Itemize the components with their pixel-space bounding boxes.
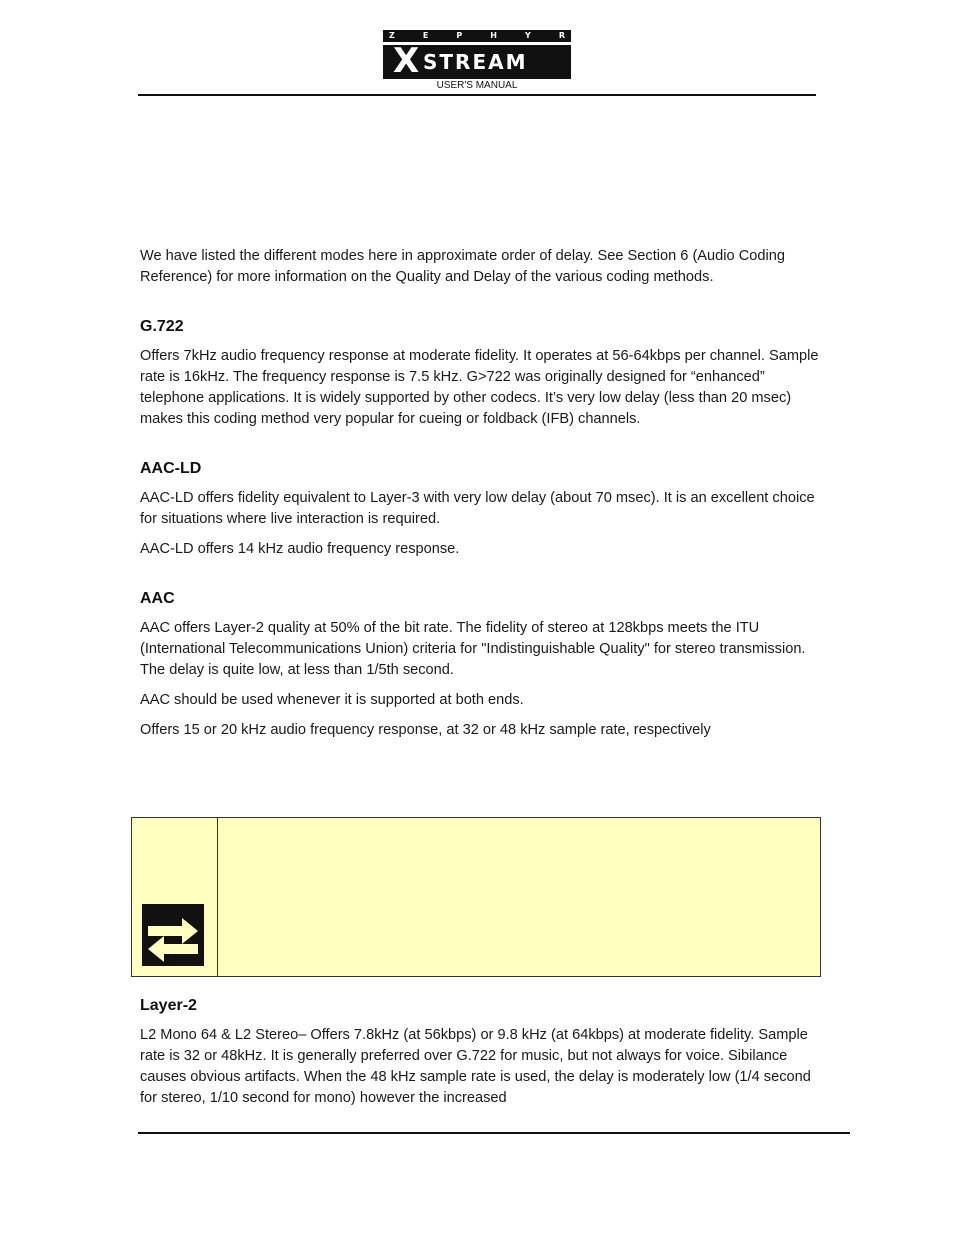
logo-letter: P	[456, 31, 463, 40]
logo-letter: R	[558, 31, 565, 40]
aac-ld-paragraph-1: AAC-LD offers fidelity equivalent to Layer-3 with very low delay (about 70 msec). It is an excellent choice for situations where live interaction is required.	[140, 490, 815, 527]
aac-paragraph-3: Offers 15 or 20 kHz audio frequency response, at 32 or 48 kHz sample rate, respectively	[140, 722, 711, 738]
header-rule	[138, 94, 816, 96]
layer-2-paragraph: L2 Mono 64 & L2 Stereo– Offers 7.8kHz (at 56kbps) or 9.8 kHz (at 64kbps) at moderate fidelity. Sample rate is 32 or 48kHz. It is generally preferred over G.722 for music, but not always for voice. Sibilance causes obvious artifacts. When the 48 kHz sample rate is used, the delay is moderately low (1/4 second for stereo, 1/10 second for mono) however the increased	[140, 1027, 811, 1106]
heading-aac-ld: AAC-LD	[140, 460, 202, 477]
logo-x: X	[393, 41, 420, 81]
layer2-section	[140, 996, 820, 1109]
logo-letter: H	[490, 31, 497, 40]
aac-paragraph-1: AAC offers Layer-2 quality at 50% of the bit rate. The fidelity of stereo at 128kbps meets the ITU (International Telecommunications Union) criteria for "Indistinguishable Quality" for stereo transmission. The delay is quite low, at less than 1/5th second.	[140, 620, 806, 678]
interoperability-arrows-icon	[142, 904, 204, 966]
aac-ld-paragraph-2: AAC-LD offers 14 kHz audio frequency response.	[140, 541, 460, 557]
note-box	[131, 817, 821, 977]
header-logo	[383, 30, 571, 79]
logo-letter: E	[422, 31, 429, 40]
aac-paragraph-2: AAC should be used whenever it is supported at both ends.	[140, 692, 524, 708]
heading-g722: G.722	[140, 318, 184, 335]
main-content	[140, 246, 820, 741]
heading-aac: AAC	[140, 590, 175, 607]
intro-paragraph: We have listed the different modes here in approximate order of delay. See Section 6 (Audio Coding Reference) for more information on the Quality and Delay of the various coding methods.	[140, 248, 785, 285]
heading-layer-2: Layer-2	[140, 997, 197, 1014]
logo-letter: Z	[389, 31, 395, 40]
note-divider	[217, 818, 218, 976]
g722-paragraph: Offers 7kHz audio frequency response at moderate fidelity. It operates at 56-64kbps per channel. Sample rate is 16kHz. The frequency response is 7.5 kHz. G>722 was originally designed for “enhanced” telephone applications. It is widely supported by other codecs. It’s very low delay (less than 20 msec) makes this coding method very popular for cueing or foldback (IFB) channels.	[140, 348, 819, 427]
footer-rule	[138, 1132, 850, 1134]
manual-subtitle: USER'S MANUAL	[436, 80, 518, 91]
logo-letter: Y	[524, 31, 531, 40]
logo-word: STREAM	[423, 50, 528, 74]
